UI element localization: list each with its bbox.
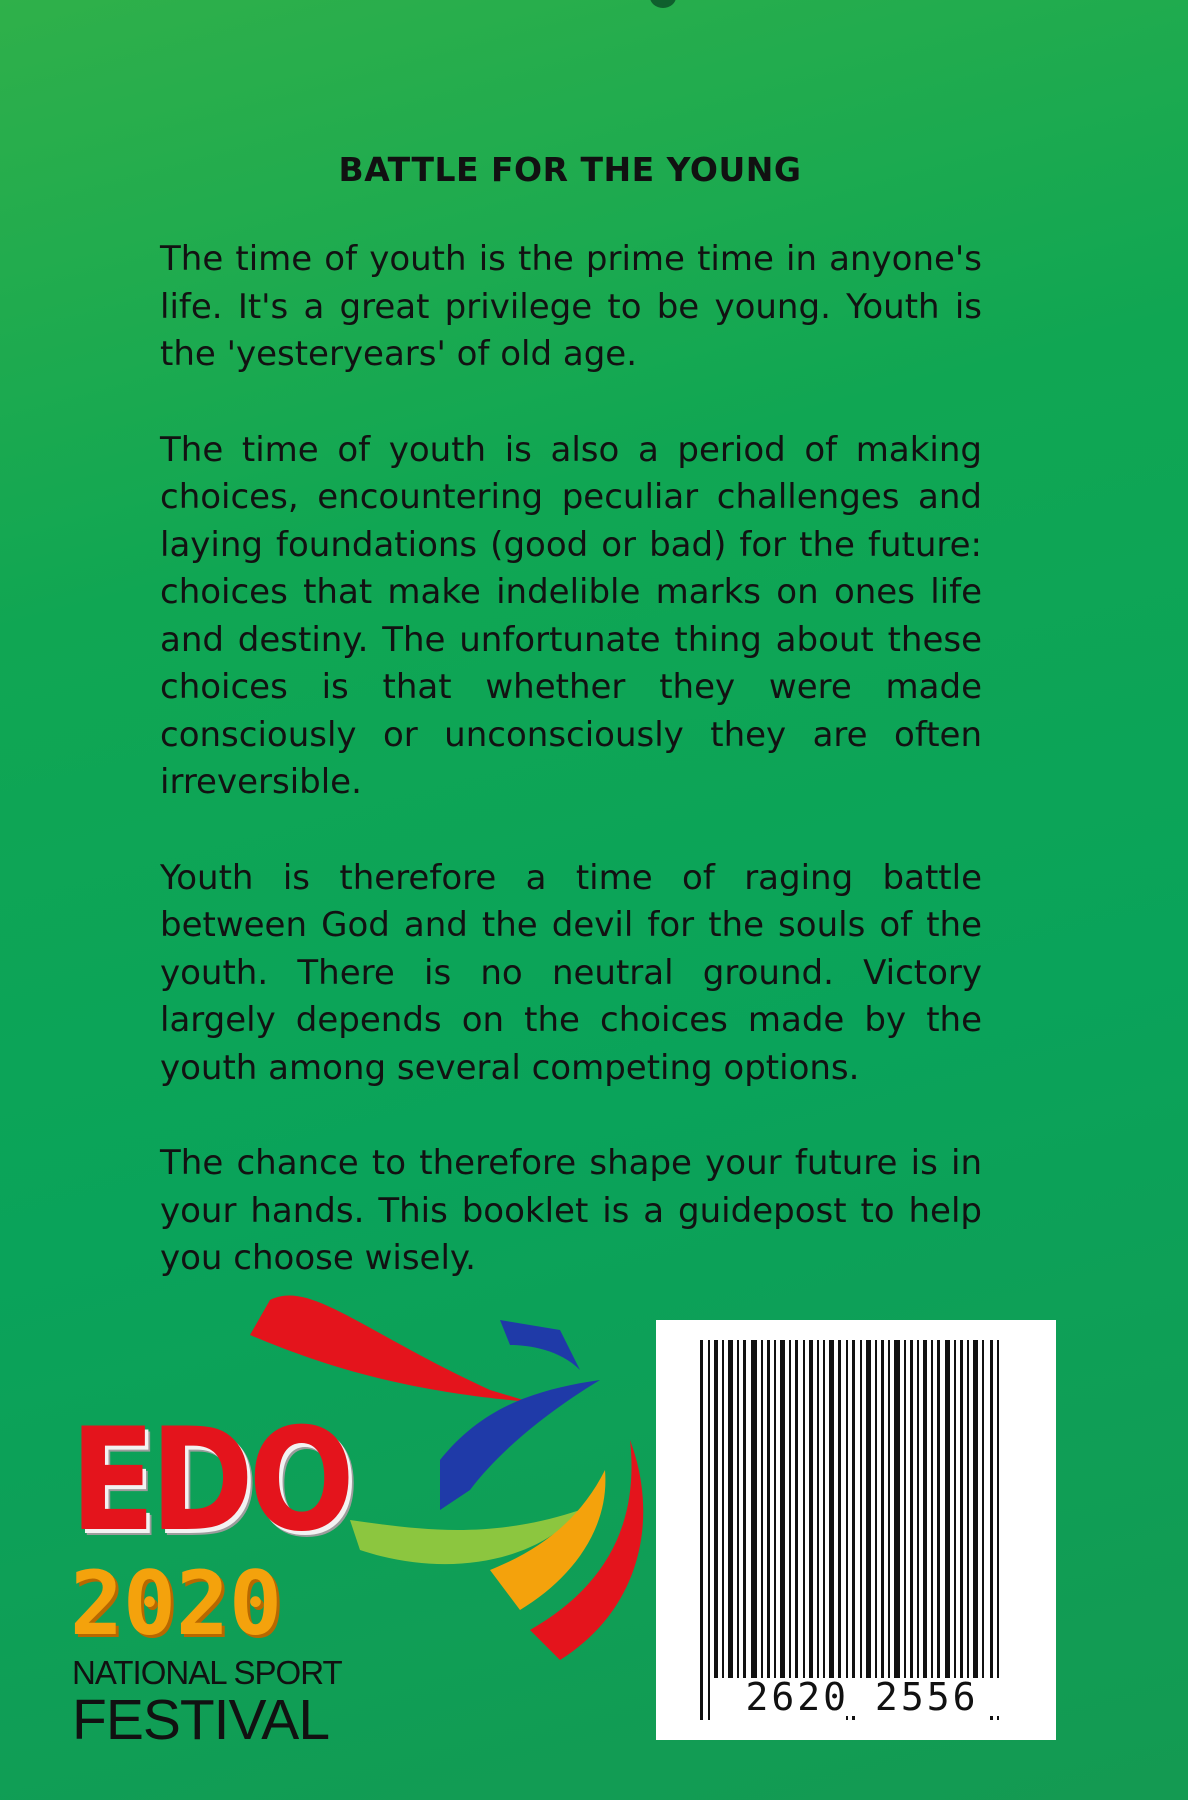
festival-logo: [60, 1290, 650, 1750]
logo-subtitle: NATIONAL SPORT: [72, 1654, 342, 1691]
barcode-number: 2620 2556: [712, 1678, 1012, 1716]
logo-festival: FESTIVAL: [72, 1688, 330, 1752]
logo-year: 2020: [70, 1552, 282, 1655]
page-title: BATTLE FOR THE YOUNG: [338, 150, 802, 189]
swoosh-blue-small: [500, 1320, 580, 1370]
paragraph-4: The chance to therefore shape your future is in your hands. This booklet is a guidepost to help you choose wisely.: [160, 1143, 982, 1278]
swoosh-red-top: [250, 1296, 530, 1402]
barcode: [656, 1320, 1056, 1740]
top-mark: [650, 0, 676, 8]
blurb-text: [160, 236, 982, 1331]
page-edge: [1188, 0, 1200, 1800]
paragraph-3: Youth is therefore a time of raging battle between God and the devil for the souls of the youth. There is no neutral ground. Victory largely depends on the choices made by the youth among several competing options.: [160, 857, 982, 1088]
logo-word: EDO: [70, 1398, 350, 1563]
paragraph-2: The time of youth is also a period of making choices, encountering peculiar challenges and laying foundations (good or bad) for the future: choices that make indelible marks on ones life and destiny. The unfortunate thing about these choices is that whether they were made consciously or unconsciously they are often irreversible.: [160, 429, 982, 802]
paragraph-1: The time of youth is the prime time in anyone's life. It's a great privilege to be young. Youth is the 'yesteryears' of old age.: [160, 239, 982, 374]
